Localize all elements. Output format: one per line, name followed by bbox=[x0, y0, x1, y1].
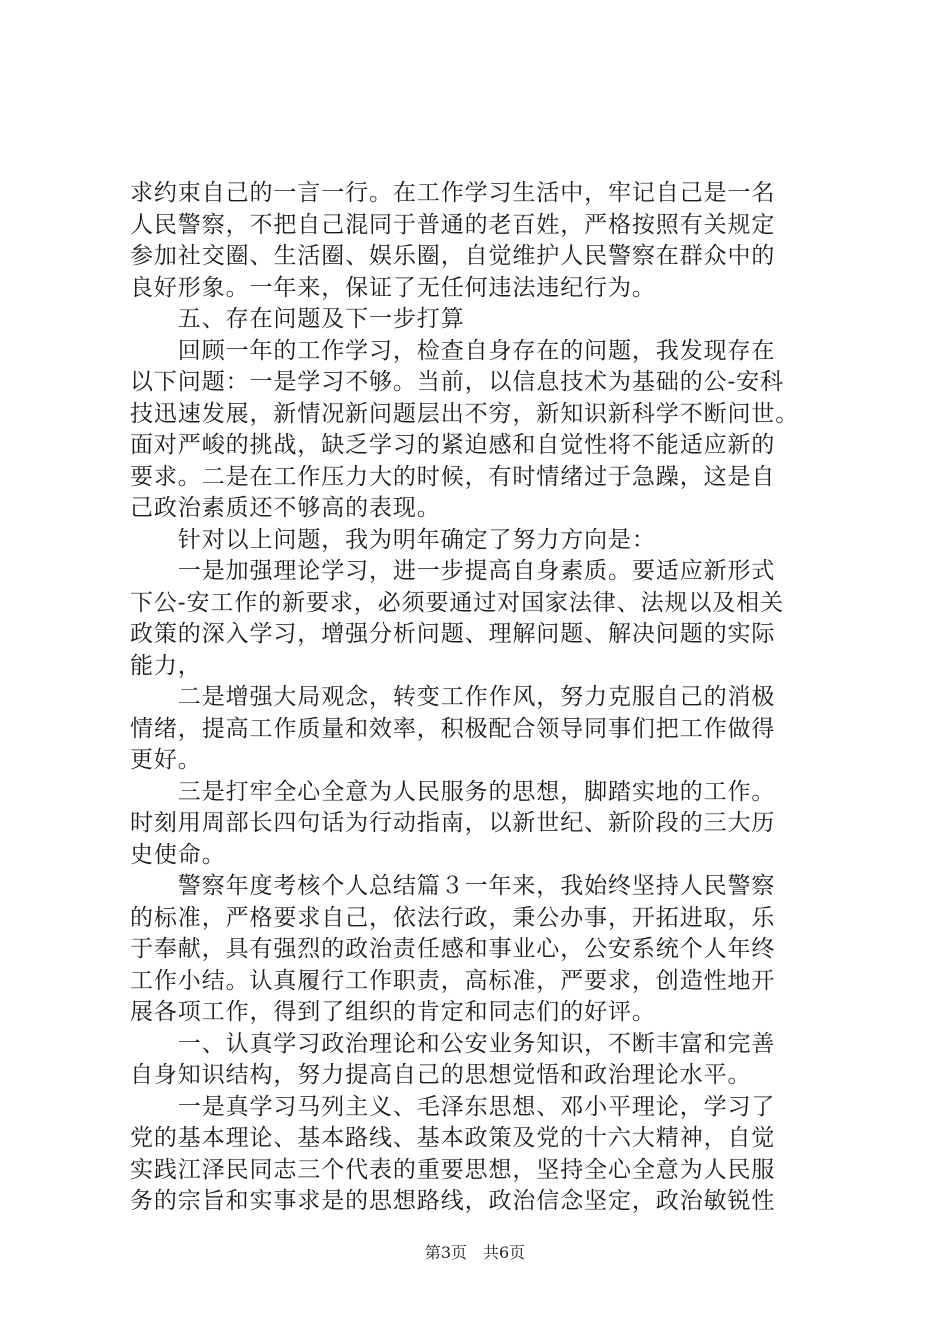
text-line: 一、认真学习政治理论和公安业务知识，不断丰富和完善 bbox=[130, 1030, 776, 1057]
text-line: 于奉献，具有强烈的政治责任感和事业心，公安系统个人年终 bbox=[130, 936, 776, 962]
page-number-footer: 第3页 共6页 bbox=[424, 1243, 526, 1262]
text-line: 能力， bbox=[130, 652, 202, 679]
section-heading: 五、存在问题及下一步打算 bbox=[130, 306, 465, 332]
text-line: 二是增强大局观念，转变工作作风，努力克服自己的消极 bbox=[130, 684, 776, 710]
text-line: 一是真学习马列主义、毛泽东思想、邓小平理论，学习了 bbox=[130, 1093, 776, 1120]
text-line: 实践江泽民同志三个代表的重要思想，坚持全心全意为人民服 bbox=[130, 1156, 776, 1183]
text-line: 政策的深入学习，增强分析问题、理解问题、解决问题的实际 bbox=[130, 621, 776, 647]
text-line: 自身知识结构，努力提高自己的思想觉悟和政治理论水平。 bbox=[130, 1062, 752, 1088]
text-line: 工作小结。认真履行工作职责，高标准，严要求，创造性地开 bbox=[130, 967, 776, 994]
text-line: 针对以上问题，我为明年确定了努力方向是： bbox=[130, 526, 656, 553]
text-line: 党的基本理论、基本路线、基本政策及党的十六大精神，自觉 bbox=[130, 1125, 776, 1151]
text-line: 三是打牢全心全意为人民服务的思想，脚踏实地的工作。 bbox=[130, 778, 776, 805]
text-line: 下公-安工作的新要求，必须要通过对国家法律、法规以及相关 bbox=[130, 589, 784, 616]
text-line: 史使命。 bbox=[130, 841, 226, 868]
body-text bbox=[130, 178, 830, 1218]
text-line: 参加社交圈、生活圈、娱乐圈，自觉维护人民警察在群众中的 bbox=[130, 243, 776, 269]
text-line: 一是加强理论学习，进一步提高自身素质。要适应新形式 bbox=[130, 558, 776, 584]
text-line: 求约束自己的一言一行。在工作学习生活中，牢记自己是一名 bbox=[130, 180, 776, 206]
text-line: 的标准，严格要求自己，依法行政，秉公办事，开拓进取，乐 bbox=[130, 904, 776, 931]
text-line: 良好形象。一年来，保证了无任何违法违纪行为。 bbox=[130, 274, 656, 301]
text-line: 回顾一年的工作学习，检查自身存在的问题，我发现存在 bbox=[130, 337, 776, 364]
text-line: 技迅速发展，新情况新问题层出不穷，新知识新科学不断问世。 bbox=[130, 400, 800, 427]
text-line: 警察年度考核个人总结篇３一年来，我始终坚持人民警察 bbox=[130, 873, 776, 899]
text-line: 面对严峻的挑战，缺乏学习的紧迫感和自觉性将不能适应新的 bbox=[130, 432, 776, 458]
text-line: 人民警察，不把自己混同于普通的老百姓，严格按照有关规定 bbox=[130, 211, 776, 238]
text-line: 要求。二是在工作压力大的时候，有时情绪过于急躁，这是自 bbox=[130, 463, 776, 490]
text-line: 展各项工作，得到了组织的肯定和同志们的好评。 bbox=[130, 999, 656, 1025]
text-line: 以下问题：一是学习不够。当前，以信息技术为基础的公-安科 bbox=[130, 369, 784, 395]
text-line: 时刻用周部长四句话为行动指南，以新世纪、新阶段的三大历 bbox=[130, 810, 776, 836]
text-line: 更好。 bbox=[130, 747, 202, 773]
text-line: 务的宗旨和实事求是的思想路线，政治信念坚定，政治敏锐性 bbox=[130, 1188, 776, 1214]
text-line: 情绪，提高工作质量和效率，积极配合领导同事们把工作做得 bbox=[130, 715, 776, 742]
text-line: 己政治素质还不够高的表现。 bbox=[130, 495, 441, 521]
